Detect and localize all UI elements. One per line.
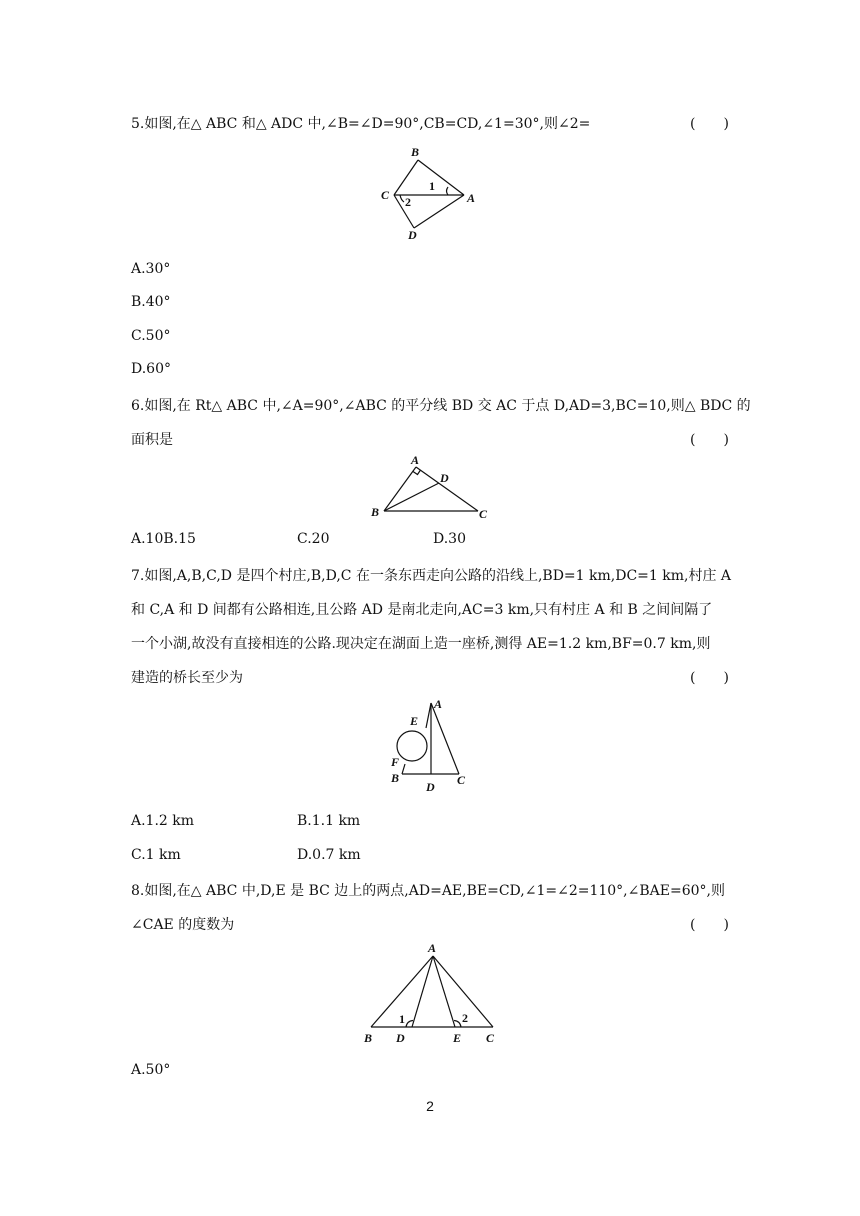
q6-answer-paren: ( ) [690,432,729,448]
q7-option-c: C.1 km [131,847,181,863]
q6-stem-line1: 6.如图,在 Rt△ ABC 中,∠A=90°,∠ABC 的平分线 BD 交 AC 于点 D,AD=3,BC=10,则△ BDC 的 [131,398,751,414]
q7-option-a: A.1.2 km [131,813,195,829]
q5-angle2-arc [400,195,404,202]
q7-lake-circle [397,731,427,761]
q8-segment-ad [412,956,433,1027]
q8-option-a: A.50° [131,1062,171,1078]
q8-figure [355,938,505,1048]
q7-segment-fb [402,764,405,774]
q5-option-c: C.50° [131,328,171,344]
q7-stem-line2: 和 C,A 和 D 间都有公路相连,且公路 AD 是南北走向,AC=3 km,只有村庄 A 和 B 之间间隔了 [131,602,713,618]
q8-label-a: A [428,941,437,955]
q5-label-d: D [408,228,417,242]
q5-label-a: A [467,191,476,205]
page-number: 2 [426,1098,434,1114]
q7-figure [386,695,476,797]
q7-label-d: D [426,780,435,794]
q6-option-d: D.30 [433,531,466,547]
q6-label-d: D [440,471,449,485]
q7-label-c: C [457,773,466,787]
q6-right-angle-mark [413,470,421,475]
q6-stem-line2: 面积是 [131,432,173,448]
q8-label-c: C [486,1031,495,1045]
q8-label-2: 2 [462,1011,468,1025]
q5-option-b: B.40° [131,294,171,310]
q8-label-1: 1 [399,1012,405,1026]
q8-stem-line1: 8.如图,在△ ABC 中,D,E 是 BC 边上的两点,AD=AE,BE=CD,∠1=∠2=110°,∠BAE=60°,则 [131,883,725,899]
q6-segment-bd [384,483,439,511]
q8-segment-ae [433,956,455,1027]
q6-segment-ab [384,467,416,511]
q6-option-c: C.20 [297,531,330,547]
q5-figure-svg [376,146,486,242]
q5-label-c: C [381,188,390,202]
q5-segment-ba [418,160,464,195]
q5-answer-paren: ( ) [690,116,729,132]
q5-label-2: 2 [405,195,411,209]
q6-label-b: B [371,505,380,519]
q5-label-1: 1 [429,179,435,193]
q5-segment-bc [394,160,418,195]
q8-label-d: D [396,1031,405,1045]
q8-label-b: B [364,1031,373,1045]
q5-segment-da [414,195,464,228]
q6-label-c: C [479,507,488,521]
q7-label-a: A [434,697,443,711]
q6-option-ab: A.10B.15 [131,531,196,547]
q7-label-e: E [410,714,419,728]
q5-figure [376,146,486,242]
q5-angle1-arc [447,187,449,195]
q7-option-b: B.1.1 km [297,813,361,829]
q8-answer-paren: ( ) [690,917,729,933]
q7-stem-line1: 7.如图,A,B,C,D 是四个村庄,B,D,C 在一条东西走向公路的沿线上,BD=1 km,DC=1 km,村庄 A [131,568,732,584]
q7-answer-paren: ( ) [690,670,729,686]
q8-figure-svg [355,938,505,1048]
q7-label-b: B [391,771,400,785]
q7-segment-ae [426,703,431,728]
q7-segment-ac [431,703,459,774]
q5-option-a: A.30° [131,261,171,277]
q5-segment-cd [394,195,414,228]
q5-stem: 5.如图,在△ ABC 和△ ADC 中,∠B=∠D=90°,CB=CD,∠1=30°,则∠2= [131,116,591,132]
q7-label-f: F [391,755,400,769]
q8-stem-line2: ∠CAE 的度数为 [131,917,235,933]
q6-figure [364,452,496,522]
q5-label-b: B [411,146,420,159]
q6-figure-svg [364,452,496,522]
q7-option-d: D.0.7 km [297,847,361,863]
q7-stem-line3: 一个小湖,故没有直接相连的公路.现决定在湖面上造一座桥,测得 AE=1.2 km,BF=0.7 km,则 [131,636,711,652]
q7-stem-line4: 建造的桥长至少为 [131,670,243,686]
q6-label-a: A [411,453,420,467]
q7-figure-svg [386,695,476,797]
q8-label-e: E [453,1031,462,1045]
q5-option-d: D.60° [131,361,171,377]
